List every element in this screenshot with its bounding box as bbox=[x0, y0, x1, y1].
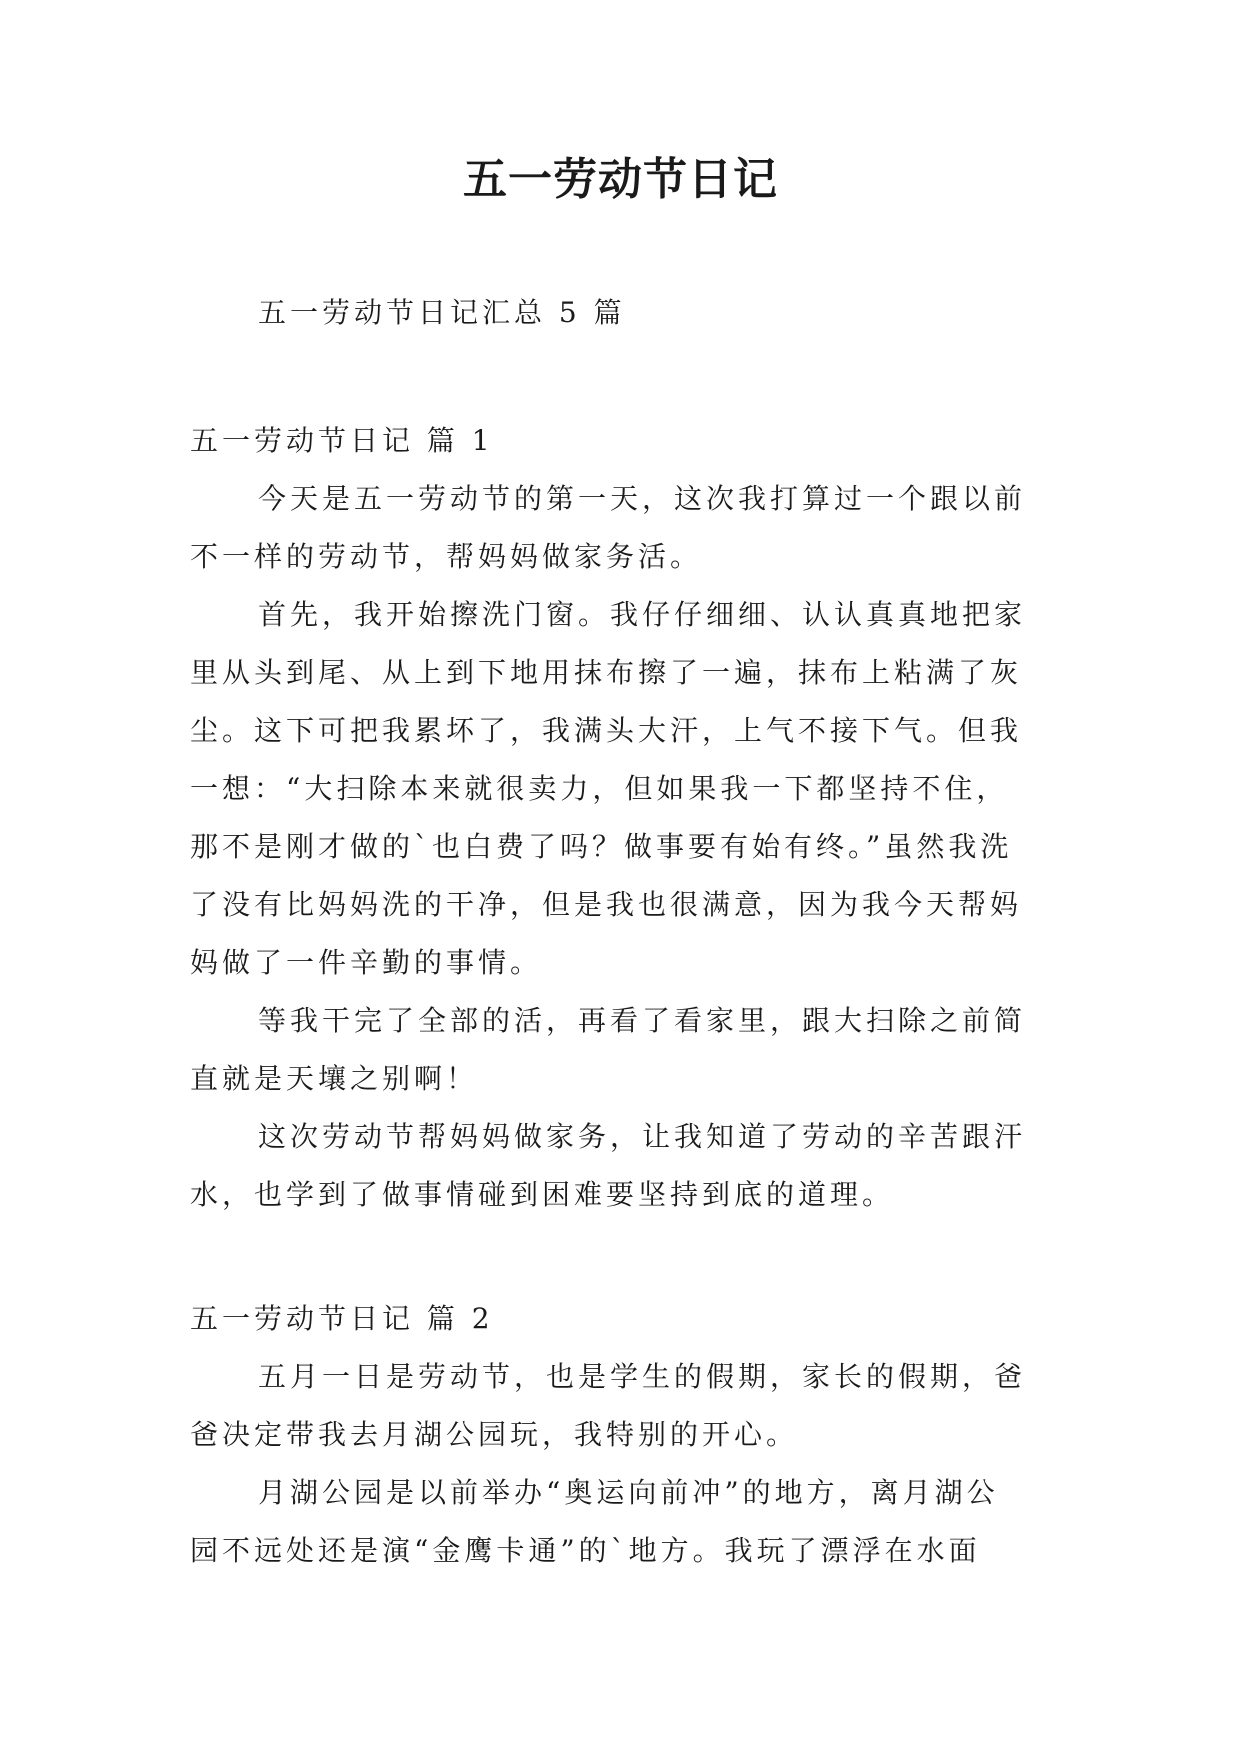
text-line: 园不远处还是演“金鹰卡通”的`地方。我玩了漂浮在水面 bbox=[190, 1534, 981, 1567]
article-1 bbox=[190, 412, 1050, 1224]
text-line: 这次劳动节帮妈妈做家务，让我知道了劳动的辛苦跟汗 bbox=[258, 1120, 1027, 1153]
text-line: 首先，我开始擦洗门窗。我仔仔细细、认认真真地把家 bbox=[258, 598, 1027, 631]
text-line: 今天是五一劳动节的第一天，这次我打算过一个跟以前 bbox=[258, 482, 1027, 515]
document-subtitle: 五一劳动节日记汇总 5 篇 bbox=[258, 296, 626, 329]
text-line: 月湖公园是以前举办“奥运向前冲”的地方，离月湖公 bbox=[258, 1476, 999, 1509]
text-line: 妈做了一件辛勤的事情。 bbox=[190, 946, 543, 979]
paragraph bbox=[190, 586, 1050, 992]
paragraph bbox=[190, 1348, 1050, 1464]
document-title: 五一劳动节日记 bbox=[463, 154, 778, 205]
text-line: 里从头到尾、从上到下地用抹布擦了一遍，抹布上粘满了灰 bbox=[190, 656, 1023, 689]
paragraph bbox=[190, 1108, 1050, 1224]
text-line: 不一样的劳动节，帮妈妈做家务活。 bbox=[190, 540, 703, 573]
paragraph bbox=[190, 992, 1050, 1108]
paragraph bbox=[190, 1464, 1050, 1580]
text-line: 了没有比妈妈洗的干净，但是我也很满意，因为我今天帮妈 bbox=[190, 888, 1023, 921]
article-heading: 五一劳动节日记 篇 1 bbox=[190, 424, 494, 457]
paragraph bbox=[190, 470, 1050, 586]
text-line: 尘。这下可把我累坏了，我满头大汗，上气不接下气。但我 bbox=[190, 714, 1023, 747]
text-line: 直就是天壤之别啊！ bbox=[190, 1062, 479, 1095]
text-line: 五月一日是劳动节，也是学生的假期，家长的假期，爸 bbox=[258, 1360, 1027, 1393]
text-line: 一想：“大扫除本来就很卖力，但如果我一下都坚持不住， bbox=[190, 772, 1009, 805]
text-line: 那不是刚才做的`也白费了吗？做事要有始有终。”虽然我洗 bbox=[190, 830, 1013, 863]
text-line: 等我干完了全部的活，再看了看家里，跟大扫除之前简 bbox=[258, 1004, 1027, 1037]
text-line: 爸决定带我去月湖公园玩，我特别的开心。 bbox=[190, 1418, 799, 1451]
article-heading: 五一劳动节日记 篇 2 bbox=[190, 1302, 494, 1335]
text-line: 水，也学到了做事情碰到困难要坚持到底的道理。 bbox=[190, 1178, 895, 1211]
article-2 bbox=[190, 1290, 1050, 1580]
